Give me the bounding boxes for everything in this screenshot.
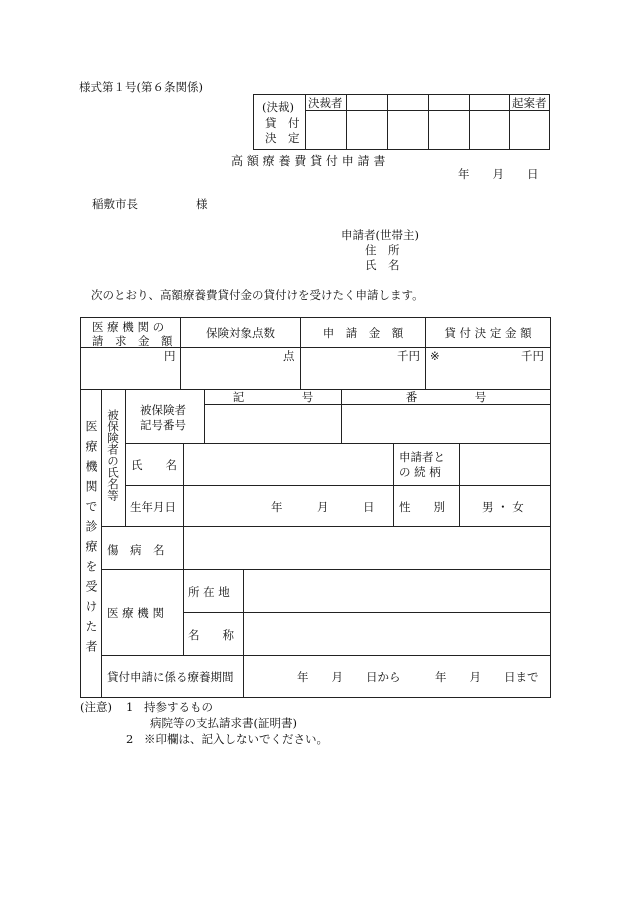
approval-loan-label: 貸 付 — [265, 116, 300, 130]
applicant-name-label: 氏 名 — [365, 258, 400, 272]
insured-number-label-line1: 被保険者 — [140, 403, 186, 417]
relationship-label-line1: 申請者と — [399, 450, 445, 464]
insured-name-label: 氏 名 — [131, 458, 177, 472]
notes-label: (注意) — [80, 700, 112, 714]
sex-options: 男 ・ 女 — [482, 500, 524, 514]
loan-decision-amount-header: 貸 付 決 定 金 額 — [444, 325, 532, 340]
intro-text: 次のとおり、高額療養費貸付金の貸付けを受けたく申請します。 — [91, 288, 424, 302]
application-date: 年 月 日 — [458, 167, 539, 181]
form-number-label: 様式第１号(第６条関係) — [79, 80, 203, 94]
treated-person-side-label: 医療機関で診療を受けた者 — [84, 420, 98, 660]
institution-location-label: 所 在 地 — [188, 585, 230, 599]
note-1-number: 1 — [126, 700, 134, 714]
insured-person-section-label: 被保険者の氏名等 — [106, 409, 120, 501]
note-1-detail: 病院等の支払請求書(証明書) — [150, 716, 297, 730]
addressee: 稲敷市長 — [92, 197, 138, 211]
approval-decision-label: 決 定 — [265, 131, 300, 145]
birth-date-label: 生年月日 — [130, 500, 176, 514]
approver-label: 決裁者 — [308, 96, 343, 110]
birth-date-value: 年 月 日 — [271, 500, 375, 514]
disease-name-label: 傷 病 名 — [107, 543, 165, 557]
treatment-period-label: 貸付申請に係る療養期間 — [107, 670, 234, 684]
number-header: 番 号 — [405, 389, 487, 404]
note-1-text: 持参するもの — [144, 700, 213, 714]
decision-unit-thousand-yen: 千円 — [521, 349, 544, 363]
points-unit: 点 — [283, 349, 295, 363]
applicant-label: 申請者(世帯主) — [341, 228, 419, 242]
insured-number-label-line2: 記号番号 — [140, 418, 186, 432]
symbol-header: 記 号 — [232, 389, 314, 404]
billing-unit-yen: 円 — [164, 349, 176, 363]
requested-amount-header: 申 請 金 額 — [322, 325, 404, 340]
treatment-period-value: 年 月 日から 年 月 日まで — [297, 670, 539, 684]
drafter-label: 起案者 — [512, 96, 547, 110]
insured-points-header: 保険対象点数 — [206, 325, 275, 340]
sex-label: 性 別 — [399, 500, 445, 514]
note-2-number: 2 — [126, 732, 134, 746]
approval-bracket-label: (決裁) — [262, 100, 294, 114]
billing-amount-header-line1: 医 療 機 関 の — [92, 320, 165, 334]
medical-institution-label: 医 療 機 関 — [107, 606, 164, 620]
institution-name-label: 名 称 — [188, 628, 234, 642]
relationship-label-line2: の 続 柄 — [399, 465, 441, 479]
applicant-address-label: 住 所 — [365, 243, 400, 257]
billing-amount-header-line2: 請 求 金 額 — [92, 334, 173, 348]
requested-unit-thousand-yen: 千円 — [397, 349, 420, 363]
note-2-text: ※印欄は、記入しないでください。 — [144, 732, 328, 746]
document-title: 高 額 療 養 費 貸 付 申 請 書 — [231, 154, 386, 168]
office-use-mark: ※ — [430, 349, 440, 363]
honorific: 様 — [196, 197, 208, 211]
